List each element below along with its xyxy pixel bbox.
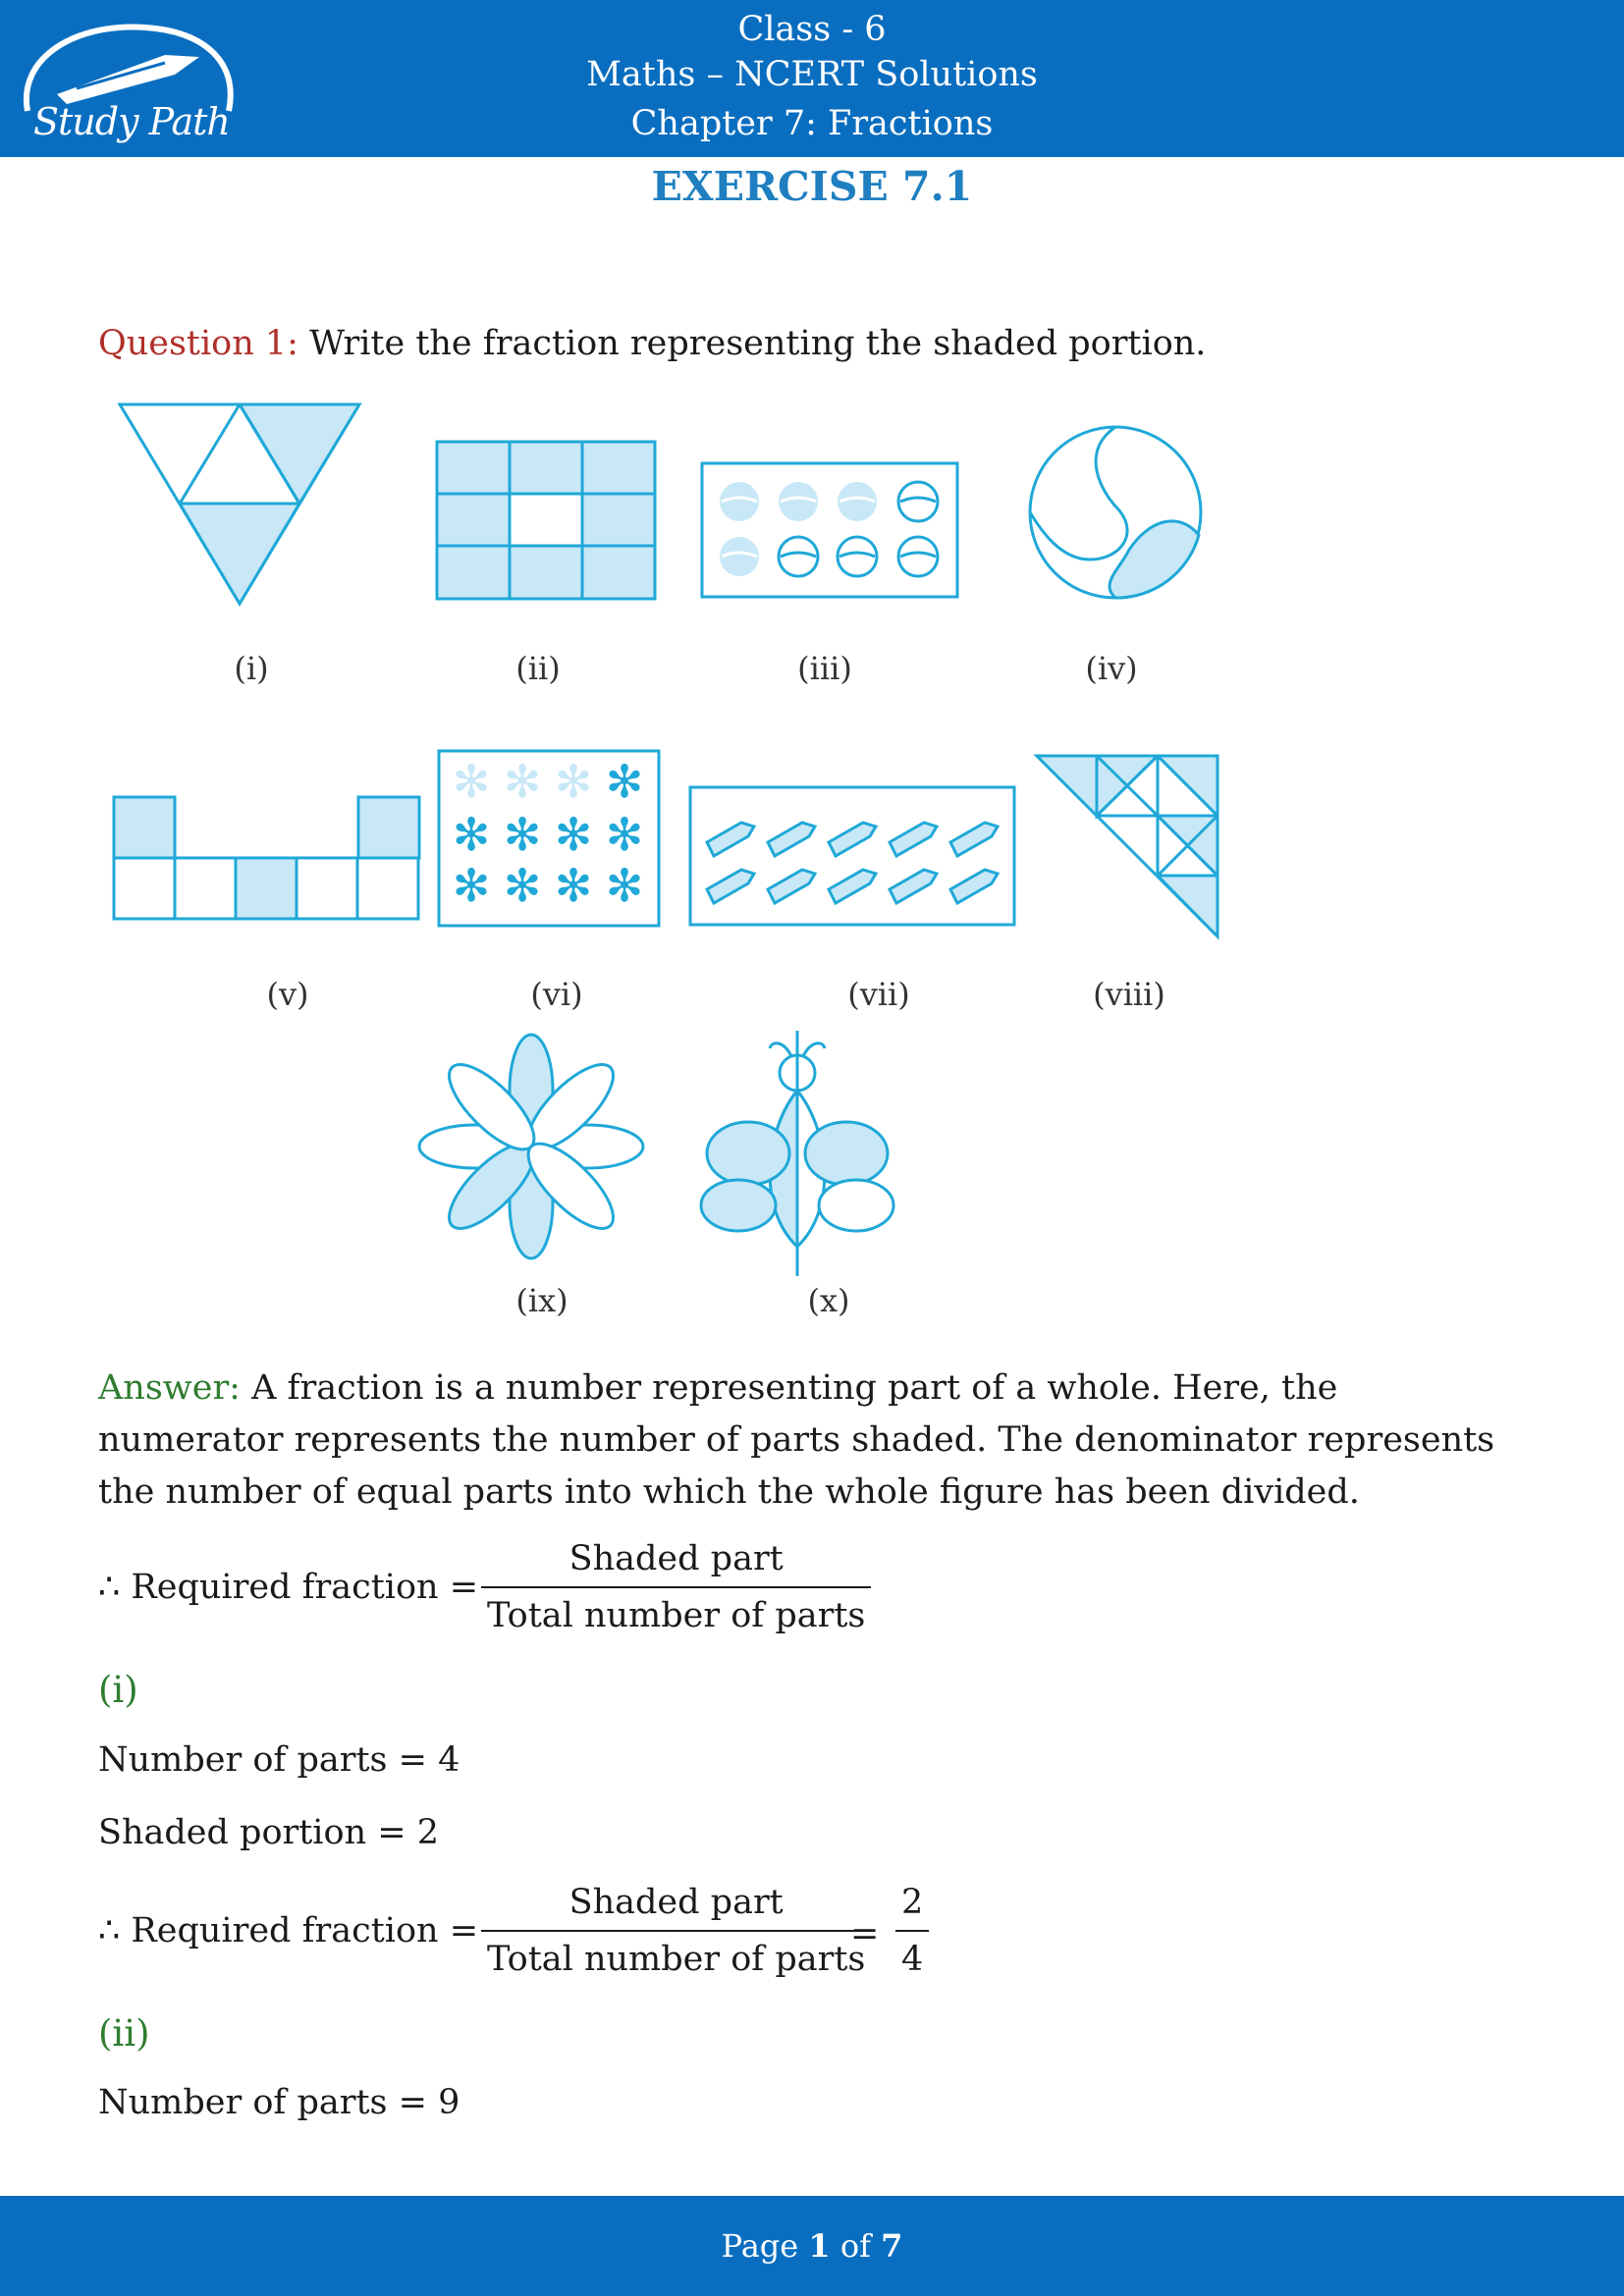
part-i-required-fraction-label: ∴ Required fraction = [98, 1911, 479, 1950]
figure-i [120, 404, 359, 604]
fraction-numerator: Shaded part [568, 1539, 784, 1578]
svg-text:✻: ✻ [503, 808, 542, 861]
svg-text:✻: ✻ [503, 755, 542, 808]
exercise-title: EXERCISE 7.1 [651, 163, 973, 210]
svg-text:✻: ✻ [605, 808, 644, 861]
svg-text:✻: ✻ [452, 808, 491, 861]
figure-vii [690, 787, 1014, 925]
part-i-shaded-line: Shaded portion = 2 [98, 1813, 439, 1852]
part-i-fraction-denominator: Total number of parts [481, 1930, 871, 1979]
figure-label-ix: (ix) [515, 1282, 568, 1319]
figure-label-vii: (vii) [847, 976, 910, 1013]
page-number: 1 [808, 2227, 831, 2265]
figure-label-vi: (vi) [530, 976, 583, 1013]
answer-paragraph [98, 1362, 1532, 1519]
figure-ii [437, 442, 655, 599]
figure-label-v: (v) [266, 976, 309, 1013]
page-total: 7 [881, 2227, 903, 2265]
part-ii-heading: (ii) [98, 2012, 150, 2055]
page-footer [0, 2196, 1624, 2296]
subject-line: Maths – NCERT Solutions [586, 55, 1038, 94]
part-i-result-numerator: 2 [901, 1883, 924, 1922]
part-i-result-denominator: 4 [895, 1930, 929, 1979]
part-i-heading: (i) [98, 1669, 138, 1711]
page-mid: of [830, 2227, 882, 2265]
svg-text:✻: ✻ [554, 755, 593, 808]
figure-label-iii: (iii) [797, 650, 852, 687]
figure-vi [439, 751, 659, 926]
figure-x [701, 1031, 893, 1276]
question-text: Write the fraction representing the shaded portion. [298, 324, 1207, 363]
figure-label-i: (i) [234, 650, 269, 687]
logo-text: Study Path [33, 100, 230, 143]
figure-v [114, 797, 419, 919]
figure-label-viii: (viii) [1093, 976, 1165, 1013]
svg-text:✻: ✻ [452, 755, 491, 808]
part-i-result-fraction [895, 1883, 929, 1979]
svg-text:✻: ✻ [452, 859, 491, 912]
answer-label: Answer: [98, 1368, 241, 1408]
figure-label-x: (x) [807, 1282, 850, 1319]
chapter-line: Chapter 7: Fractions [630, 104, 994, 143]
answer-text: A fraction is a number representing part of a whole. Here, the numerator represents the number of parts shaded. The denominator represents the number of equal parts into which the whole figure has been divided. [98, 1368, 1495, 1512]
svg-text:✻: ✻ [503, 859, 542, 912]
class-line: Class - 6 [737, 10, 887, 49]
svg-text:✻: ✻ [605, 755, 644, 808]
figure-label-ii: (ii) [515, 650, 561, 687]
figure-iv [1030, 427, 1201, 598]
required-fraction-label: ∴ Required fraction = [98, 1568, 479, 1607]
page-prefix: Page [721, 2227, 809, 2265]
figure-label-iv: (iv) [1085, 650, 1138, 687]
part-i-fraction-numerator: Shaded part [568, 1883, 784, 1922]
part-i-fraction [481, 1883, 871, 1979]
part-i-equals: = [850, 1914, 880, 1953]
figure-iii [702, 463, 957, 597]
figure-viii [1037, 756, 1218, 936]
svg-text:✻: ✻ [554, 808, 593, 861]
part-i-parts-line: Number of parts = 4 [98, 1740, 460, 1780]
general-fraction [481, 1539, 871, 1635]
figure-ix [419, 1035, 643, 1258]
fraction-denominator: Total number of parts [481, 1586, 871, 1635]
svg-text:✻: ✻ [554, 859, 593, 912]
svg-text:✻: ✻ [605, 859, 644, 912]
question-label: Question 1: [98, 324, 298, 363]
part-ii-parts-line: Number of parts = 9 [98, 2083, 460, 2122]
